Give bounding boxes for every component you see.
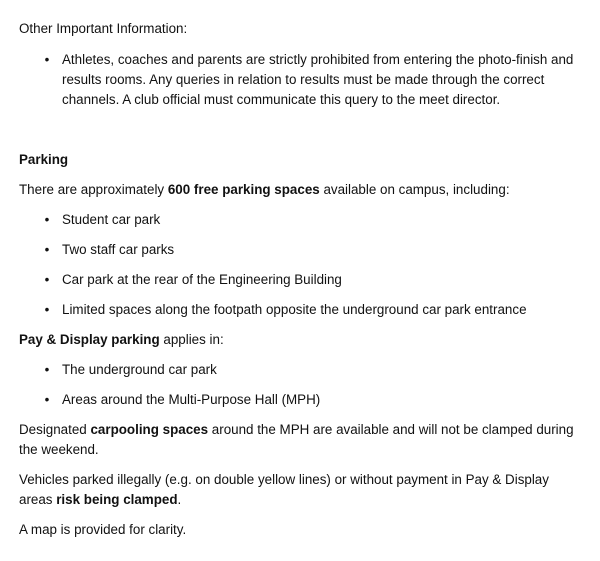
bullet-icon: • (44, 212, 50, 227)
free-parking-item (44, 300, 582, 320)
parking-intro (19, 180, 582, 200)
bullet-icon: • (44, 272, 50, 287)
pay-parking-item-text: Areas around the Multi-Purpose Hall (MPH) (62, 392, 321, 407)
carpooling-paragraph (19, 420, 582, 460)
other-info-heading: Other Important Information: (19, 21, 188, 36)
clamping-paragraph (19, 470, 582, 510)
free-parking-item-text: Limited spaces along the footpath opposite the underground car park entrance (62, 302, 527, 317)
pay-display-post: applies in: (159, 332, 224, 347)
free-parking-item (44, 270, 582, 290)
carpool-bold: carpooling spaces (90, 422, 209, 437)
pay-parking-item-text: The underground car park (62, 362, 217, 377)
pay-parking-item (44, 390, 582, 410)
bullet-icon: • (44, 52, 50, 67)
illegal-bold: risk being clamped (56, 492, 178, 507)
free-parking-item (44, 240, 582, 260)
illegal-post: . (177, 492, 182, 507)
free-parking-item-text: Car park at the rear of the Engineering Building (62, 272, 342, 287)
free-parking-item-text: Two staff car parks (62, 242, 175, 257)
parking-intro-pre: There are approximately (19, 182, 168, 197)
free-parking-item-text: Student car park (62, 212, 161, 227)
parking-heading: Parking (19, 152, 69, 167)
pay-display-intro (19, 330, 582, 350)
free-parking-item (44, 210, 582, 230)
other-info-bullet-item (44, 50, 578, 110)
bullet-icon: • (44, 362, 50, 377)
other-info-bullet-text: Athletes, coaches and parents are strictly prohibited from entering the photo-finish and results rooms. Any queries in relation to results must be made through the correct channels. A club official must communicate this query to the meet director. (62, 52, 574, 107)
carpool-pre: Designated (19, 422, 91, 437)
pay-parking-item (44, 360, 582, 380)
bullet-icon: • (44, 242, 50, 257)
bullet-icon: • (44, 392, 50, 407)
bullet-icon: • (44, 302, 50, 317)
carpool-post: around the MPH are available and will not be clamped during the weekend. (19, 422, 574, 457)
parking-intro-post: available on campus, including: (319, 182, 510, 197)
pay-display-bold: Pay & Display parking (19, 332, 160, 347)
parking-intro-bold: 600 free parking spaces (167, 182, 320, 197)
map-note: A map is provided for clarity. (19, 522, 187, 537)
illegal-pre: Vehicles parked illegally (e.g. on double yellow lines) or without payment in Pay & Display areas (19, 472, 549, 507)
